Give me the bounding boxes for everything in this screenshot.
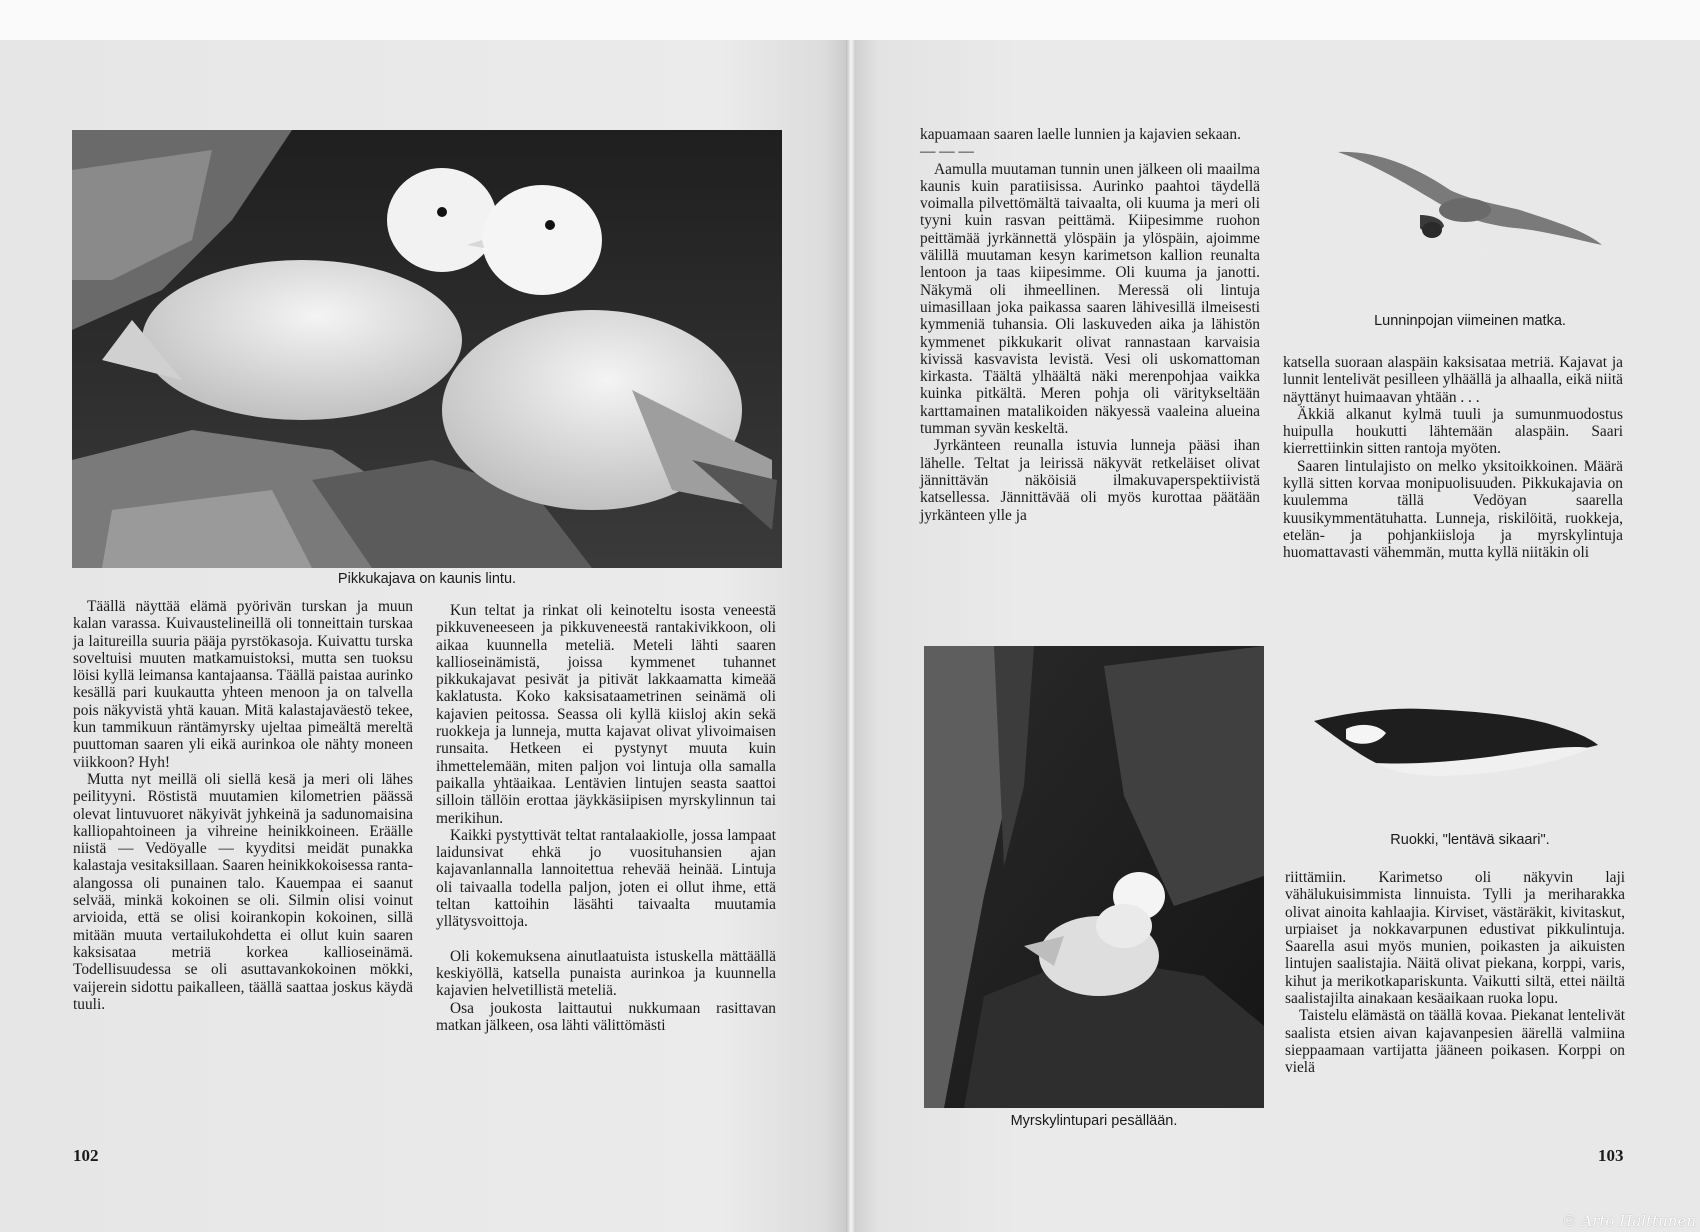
paragraph: Taistelu elämästä on täällä kovaa. Piekanat lentelivät saalista etsien aivan kajavanpesien äärellä valmiina sieppaamaan vartijatta jääneen poikasen. Korppi on vielä bbox=[1285, 1007, 1625, 1077]
page-number-left: 102 bbox=[73, 1146, 99, 1165]
puffin-caption: Lunninpojan viimeinen matka. bbox=[1374, 313, 1566, 329]
kittiwake-photo-image bbox=[72, 130, 782, 568]
razorbill-photo-image bbox=[1306, 693, 1606, 788]
copyright-watermark: © Arto Halttunen bbox=[1561, 1212, 1696, 1230]
left-column-2 bbox=[436, 602, 776, 1034]
paragraph: Osa joukosta laittautui nukkumaan rasittavan matkan jälkeen, osa lähti välittömästi bbox=[436, 999, 776, 1034]
paragraph: Oli kokemuksena ainutlaatuista istuskella mättäällä keskiyöllä, katsella punaista aurinkoa ja kuunnella kajavien helvetillistä meteliä. bbox=[436, 947, 776, 1000]
paragraph: Täällä näyttää elämä pyörivän turskan ja muun kalan varassa. Kuivaustelineillä oli tonneittain turskaa ja laitureilla suuria pääja pyrstökasoja. Kuivattu turska soveltuisi muuten matkamuistoksi, mutta sen tuoksu löisi kyllä leimansa kantajaansa. Täällä paistaa aurinko kesällä pari kuukautta yhteen menoon ja on talvella pois näkyvistä yhtä kauan. Mitä kalastajaväestö tekee, kun tammikuun räntämyrsky ujeltaa pimeältä mereltä puuttoman saaren yli eikä aurinkoa ole nähty moneen viikkoon? Hyh! bbox=[73, 598, 413, 771]
puffin-photo-image bbox=[1320, 130, 1620, 260]
kittiwake-pair-photo bbox=[72, 130, 782, 568]
puffin-flight-photo bbox=[1320, 130, 1620, 260]
paragraph: riittämiin. Karimetso oli näkyvin laji vähälukuisimmista linnuista. Tylli ja meriharakka olivat ainoita kahlaajia. Kirviset, västäräkit, kivitaskut, urpiaiset ja nokkavarpunen edustivat pikkulintuja. Saarella asui myös munien, poikasten ja aikuisten lintujen saalistajia. Näitä olivat piekana, korppi, varis, kihut ja merikotkapariskunta. Vaikutti siltä, ettei näiltä saalistajilta ainakaan kesäaikaan ruoka lopu. bbox=[1285, 869, 1625, 1008]
paragraph: Saaren lintulajisto on melko yksitoikkoinen. Määrä kyllä sitten korvaa monipuolisuuden. Pikkukajavia on kuulemma tällä Vedöyan saarella kuusikymmentätuhatta. Lunneja, riskilöitä, ruokkeja, etelän- ja pohjankiisloja ja myrskylintuja huomattavasti vähemmän, mutta kyllä niitäkin oli bbox=[1283, 457, 1623, 562]
fulmar-caption: Myrskylintupari pesällään. bbox=[1010, 1113, 1178, 1129]
right-column-2-top bbox=[1283, 354, 1623, 562]
paragraph: Äkkiä alkanut kylmä tuuli ja sumunmuodostus huipulla houkutti lähtemään alaspäin. Saari kierrettiinkin sitten rantoja myöten. bbox=[1283, 405, 1623, 458]
fulmar-nest-photo bbox=[924, 646, 1264, 1108]
kittiwake-caption: Pikkukajava on kaunis lintu. bbox=[337, 571, 517, 587]
fulmar-photo-image bbox=[924, 646, 1264, 1108]
paragraph: katsella suoraan alaspäin kaksisataa metriä. Kajavat ja lunnit lentelivät pesilleen ylhäällä ja alhaalla, eikä niitä näyttänyt huimaavan yhtään . . . bbox=[1283, 354, 1623, 406]
section-divider: — — — bbox=[920, 143, 974, 161]
paragraph: Aamulla muutaman tunnin unen jälkeen oli maailma kaunis kuin paratiisissa. Aurinko paahtoi täydellä voimalla pilvettömältä taivaalta, oli kuuma ja meri oli tyyni kuin rasvan peittämä. Kiipesimme ruohon peittämää jyrkännettä ylöspäin ja ylöspäin, ajoimme välillä muutaman kesyn karimetson kallion reunalta lentoon ja taas kiipesimme. Oli kuuma ja janotti. Näkymä oli ihmeellinen. Meressä oli lintuja uimasillaan joka paikassa saaren lähivesillä ilmeisesti kymmeniä tuhansia. Oli laskuveden aika ja lähistön kymmenet pikkukarit olivat rannastaan karvaisia kivissä kasvavista levistä. Vesi oli uskomattoman kirkasta. Täältä ylhäältä näki merenpohjaa vaikka kuinka pitkältä. Meren pohja oli väritykseltään karttamainen matalikoiden näkyessä vaaleina alueina tumman syvän keskeltä. bbox=[920, 160, 1260, 438]
book-gutter bbox=[846, 40, 856, 1232]
razorbill-flight-photo bbox=[1306, 693, 1606, 788]
paragraph: Jyrkänteen reunalla istuvia lunneja pääsi ihan lähelle. Teltat ja leirissä näkyvät retkeläiset olivat jännittävän näköisiä ilmakuvaperspektiivistä katsellessa. Jännittävää oli myös kurottaa päätään jyrkänteen ylle ja bbox=[920, 437, 1260, 524]
left-column-1 bbox=[73, 598, 413, 1013]
paragraph: Kun teltat ja rinkat oli keinoteltu isosta veneestä pikkuveneeseen ja pikkuveneestä rantakivikkoon, oli aikaa kuunnella meteliä. Meteli lähti saaren kallioseinämistä, joissa kymmenet tuhannet pikkukajavat pesivät ja pitivät lakkaamatta kimeää kaklatusta. Koko kaksisataametrinen seinämä oli kajavien peitossa. Seassa oli kyllä kiisloj akin sekä ruokkeja ja lunneja, mutta kajavat olivat ylivoimaisen runsaita. Hetkeen ei pystynyt muuta kuin ihmettelemään, miten paljon voi lintuja olla samalla paikalla yhtäaikaa. Lentävien lintujen seasta saattoi silloin tällöin erottaa jäykkäsiipisen myrskylinnun tai merikihun. bbox=[436, 602, 776, 827]
paragraph: Kaikki pystyttivät teltat rantalaakiolle, jossa lampaat laidunsivat ehkä jo vuosituhansien ajan kajavanlannalla lannoitettua rehevää heinää. Lintuja oli taivaalla todella paljon, joten ei ollut ihme, että teltan kattoihin läsähti taivaalta muutamia yllätysvoittoja. bbox=[436, 826, 776, 931]
page-number-right: 103 bbox=[1598, 1146, 1624, 1165]
paragraph: kapuamaan saaren laelle lunnien ja kajavien sekaan. bbox=[920, 126, 1241, 143]
scan-background bbox=[0, 0, 1700, 40]
razorbill-caption: Ruokki, "lentävä sikaari". bbox=[1390, 832, 1550, 848]
paragraph: Mutta nyt meillä oli siellä kesä ja meri oli lähes peilityyni. Röstistä muutamien kilometrien päässä olevat lintuvuoret näkyivät jyhkeinä ja sadunomaisina kalliopahtoineen ja vihreine heinikkoineen. Eräälle niistä — Vedöyalle — kyyditsi meidät punakka kalastaja vesitaksillaan. Saaren heinikkokoisessa ranta-alangossa oli punainen talo. Kauempaa ei saanut selvää, minkä kokoinen se oli. Silmin olisi voinut arvioida, että se olisi koirankopin kokoinen, sillä mitään muuta vertailukohdetta ei ollut kuin saaren kaksisataa metriä korkea kallioseinämä. Todellisuudessa se oli asuttavankokoinen mökki, vaijerein sidottu paikalleen, täällä saattaa joskus käydä tuuli. bbox=[73, 770, 413, 1013]
right-column-1 bbox=[920, 126, 1260, 524]
right-column-2-bottom bbox=[1285, 869, 1625, 1077]
